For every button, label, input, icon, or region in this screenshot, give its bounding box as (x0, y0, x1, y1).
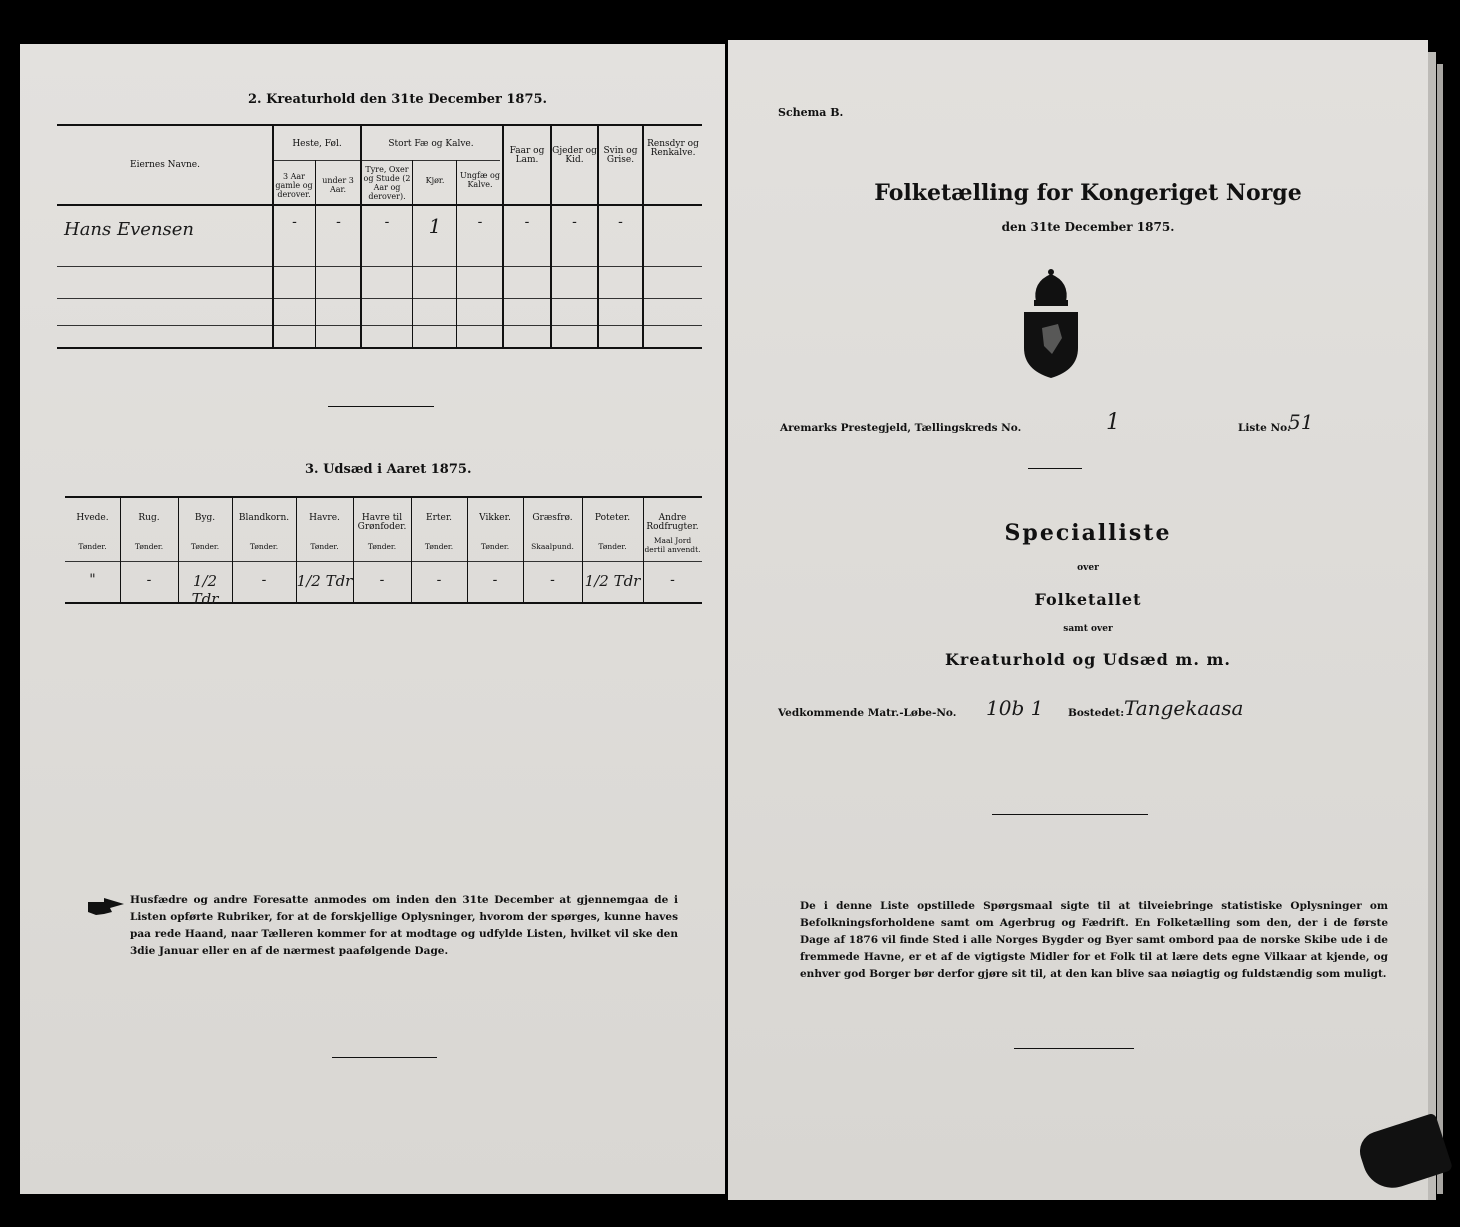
divider (1028, 468, 1082, 469)
livestock-cell: - (384, 214, 390, 230)
header-rule (272, 160, 500, 161)
udsaed-unit: Tønder. (190, 542, 220, 551)
header-kjoer: Kjør. (425, 176, 445, 185)
table-col-rule (456, 160, 457, 347)
page-edge (1428, 52, 1436, 1200)
kreaturhold-text: Kreaturhold og Udsæd m. m. (945, 650, 1231, 669)
udsaed-unit: Tønder. (424, 542, 454, 551)
specialliste-title: Specialliste (1004, 520, 1172, 546)
udsaed-header: Græsfrø. (532, 513, 573, 523)
right-page (728, 40, 1428, 1200)
udsaed-value: - (379, 572, 385, 588)
notice-text: Husfædre og andre Foresatte anmodes om inden den 31te December at gjennemgaa de i Listen opførte Rubriker, for at de forskjellige Oplysninger, hvorom der spørges, kunne haves paa rede Haand, naar Tælleren kommer for at modtage og udfylde Listen, hvilket vil ske den 3die Januar eller en af de nærmest paafølgende Dage. (130, 894, 678, 957)
section2-title: 2. Kreaturhold den 31te December 1875. (248, 92, 548, 107)
divider (992, 814, 1148, 815)
udsaed-value: - (550, 572, 555, 588)
udsaed-value: - (146, 572, 152, 588)
coat-of-arms-icon (1018, 268, 1084, 380)
livestock-cell: - (336, 214, 341, 230)
udsaed-unit: Tønder. (598, 542, 627, 551)
udsaed-value: - (261, 572, 267, 588)
udsaed-unit: Tønder. (480, 542, 510, 551)
left-page (20, 44, 725, 1194)
udsaed-value: 1/2 Tdr (296, 572, 353, 590)
udsaed-header: Havre til Grønfoder. (357, 513, 407, 532)
header-rensdyr: Rensdyr og Renkalve. (647, 139, 699, 158)
census-date: den 31te December 1875. (1001, 220, 1175, 234)
udsaed-header: Andre Rodfrugter. (646, 513, 699, 532)
udsaed-unit: Maal Jord dertil anvendt. (644, 536, 701, 554)
over-text: over (1077, 563, 1099, 573)
header-name: Eiernes Navne. (130, 160, 200, 170)
udsaed-value: - (436, 572, 442, 588)
footer-text: De i denne Liste opstillede Spørgsmaal sigte til at tilveiebringe statistiske Oplysninger om Befolkningsforholdene samt om Agerbrug og Fædrift. En Folketælling som den, der i de første Dage af 1876 vil finde Sted i alle Norges Bygder og Byer samt ombord paa de norske Skibe ude i de fremmede Havne, er et af de vigtigste Midler for et Folk til at lære dets egne Vilkaar at kjende, og enhver god Borger bør derfor gjøre sit til, at den kan blive saa nøiagtig og fuldstændig som muligt. (800, 900, 1388, 980)
livestock-cell: - (477, 214, 483, 230)
header-faar: Faar og Lam. (509, 146, 545, 165)
header-heste-young: under 3 Aar. (322, 176, 354, 194)
table-rule (65, 496, 702, 498)
owner-value: 10b 1 (986, 696, 1044, 720)
livestock-cell: 1 (428, 214, 442, 238)
table-rule (57, 124, 702, 126)
udsaed-unit: Tønder. (134, 542, 164, 551)
district-number: 1 (1106, 410, 1120, 435)
udsaed-value: 1/2 Tdr (191, 572, 219, 608)
samt-over-text: samt over (1063, 624, 1113, 634)
list-number: 51 (1288, 410, 1314, 434)
header-gjeder: Gjeder og Kid. (552, 146, 597, 165)
udsaed-value: 1/2 Tdr (584, 572, 641, 590)
table-rule (65, 561, 702, 562)
header-heste-old: 3 Aar gamle og derover. (275, 172, 313, 199)
udsaed-value: - (670, 572, 675, 588)
udsaed-header: Erter. (426, 513, 452, 523)
row-rule (57, 325, 702, 326)
table-rule (57, 347, 702, 349)
divider (332, 1057, 437, 1058)
udsaed-unit: Skaalpund. (531, 542, 574, 551)
list-label: Liste No. (1238, 422, 1291, 434)
table-col-rule (315, 160, 316, 347)
row-rule (57, 266, 702, 267)
udsaed-header: Byg. (194, 513, 216, 523)
header-svin: Svin og Grise. (603, 146, 638, 165)
udsaed-header: Hvede. (76, 513, 109, 523)
table-col-rule (272, 124, 274, 347)
table-col-rule (412, 160, 413, 347)
divider (328, 406, 434, 407)
district-label: Aremarks Prestegjeld, Tællingskreds No. (780, 422, 1022, 434)
header-tyre: Tyre, Oxer og Stude (2 Aar og derover). (363, 165, 411, 201)
bostedet-value: Tangekaasa (1124, 696, 1244, 720)
udsaed-unit: Tønder. (78, 542, 107, 551)
row-rule (57, 298, 702, 299)
table-rule (57, 204, 702, 206)
livestock-cell: - (572, 214, 577, 230)
hand-pointer-icon (86, 896, 126, 918)
udsaed-header: Rug. (138, 513, 160, 523)
header-stort: Stort Fæ og Kalve. (388, 139, 474, 149)
table-col-rule (360, 124, 362, 347)
owner-label: Vedkommende Matr.-Løbe-No. (778, 707, 957, 719)
udsaed-value: " (89, 572, 96, 588)
header-ungfae: Ungfæ og Kalve. (460, 171, 500, 189)
owner-name: Hans Evensen (64, 219, 195, 240)
livestock-cell: - (292, 214, 297, 230)
page-edge (1437, 64, 1443, 1194)
livestock-cell: - (618, 214, 623, 230)
udsaed-unit: Tønder. (310, 542, 339, 551)
section3-title: 3. Udsæd i Aaret 1875. (305, 462, 472, 477)
udsaed-header: Poteter. (594, 513, 631, 523)
livestock-cell: - (524, 214, 530, 230)
schema-label: Schema B. (778, 106, 844, 119)
header-heste: Heste, Føl. (292, 139, 342, 149)
divider (1014, 1048, 1134, 1049)
udsaed-unit: Tønder. (367, 542, 397, 551)
udsaed-header: Vikker. (479, 513, 511, 523)
udsaed-unit: Tønder. (249, 542, 279, 551)
folketallet-text: Folketallet (1034, 590, 1142, 609)
udsaed-header: Blandkorn. (238, 513, 290, 523)
table-rule (65, 602, 702, 604)
bostedet-label: Bostedet: (1068, 707, 1125, 719)
census-title: Folketælling for Kongeriget Norge (874, 180, 1302, 206)
udsaed-value: - (492, 572, 498, 588)
udsaed-header: Havre. (309, 513, 340, 523)
